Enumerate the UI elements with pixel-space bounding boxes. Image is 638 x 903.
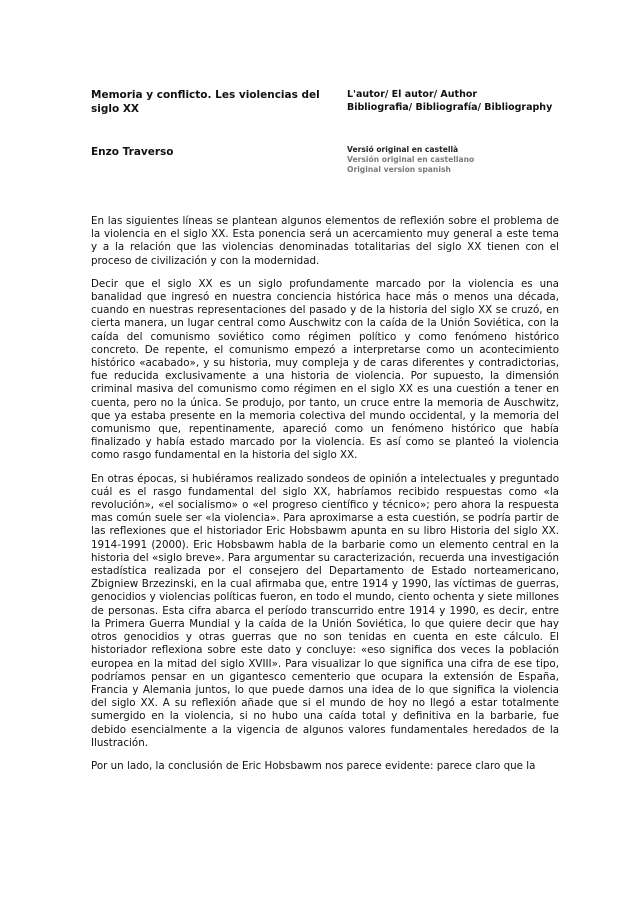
document-title: Memoria y conflicto. Les violencias del siglo XX <box>91 89 320 115</box>
header-right-column <box>347 88 567 174</box>
version-note <box>347 145 474 175</box>
header-left-column <box>91 88 333 158</box>
author-name: Enzo Traverso <box>91 146 174 158</box>
version-english: Original version spanish <box>347 165 451 174</box>
paragraph: En las siguientes líneas se plantean algunos elementos de reflexión sobre el problema de la violencia en el siglo XX. Esta ponencia será un acercamiento muy general a este tema y a la relación que las violencias denominadas totalitarias del siglo XX tienen con el proceso de civilización y con la modernidad. <box>91 215 559 267</box>
author-label: L'autor/ El autor/ Author <box>347 89 478 100</box>
paragraph: Decir que el siglo XX es un siglo profundamente marcado por la violencia es una banalidad que ingresó en nuestra conciencia histórica hace más o menos una década, cuando en nuestras representaciones del pasado y de la historia del siglo XX se cruzó, en cierta manera, un lugar central como Auschwitz con la caída de la Unión Soviética, con la caída del comunismo soviético como régimen político y como fenómeno histórico concreto. De repente, el comunismo empezó a interpretarse como un acontecimiento histórico «acabado», y su historia, muy compleja y de caras diferentes y contradictorias, fue reducida exclusivamente a una historia de violencia. Por supuesto, la dimensión criminal masiva del comunismo como régimen en el siglo XX es una cuestión a tener en cuenta, pero no la única. Se produjo, por tanto, un cruce entre la memoria de Auschwitz, que ya estaba presente en la memoria colectiva del mundo occidental, y la memoria del comunismo que, repentinamente, apareció como un fenómeno histórico que había finalizado y había estado marcado por la violencia. Es así como se planteó la violencia como rasgo fundamental en la historia del siglo XX. <box>91 277 559 462</box>
document-header <box>91 88 559 178</box>
article-body <box>91 215 559 783</box>
paragraph: En otras épocas, si hubiéramos realizado sondeos de opinión a intelectuales y preguntado cuál es el rasgo fundamental del siglo XX, habríamos recibido respuestas como «la revolución», «el socialismo» o «el progreso científico y técnico»; pero ahora la respuesta mas común suele ser «la violencia». Para aproximarse a esta cuestión, se podría partir de las reflexiones que el historiador Eric Hobsbawm apunta en su libro Historia del siglo XX. 1914-1991 (2000). Eric Hobsbawm habla de la barbarie como un elemento central en la historia del «siglo breve». Para argumentar su caracterización, recuerda una investigación estadística realizada por el consejero del Departamento de Estado norteamericano, Zbigniew Brzezinski, en la cual afirmaba que, entre 1914 y 1990, las víctimas de guerras, genocidios y violencias políticas fueron, en todo el mundo, ciento ochenta y siete millones de personas. Esta cifra abarca el período transcurrido entre 1914 y 1990, es decir, entre la Primera Guerra Mundial y la caída de la Unión Soviética, lo que quiere decir que hay otros genocidios y otras guerras que no son tenidas en cuenta en este cálculo. El historiador reflexiona sobre este dato y concluye: «eso significa dos veces la población europea en la mitad del siglo XVIII». Para visualizar lo que significa una cifra de ese tipo, podríamos pensar en un gigantesco cementerio que ocupara la extensión de España, Francia y Alemania juntos, lo que puede darnos una idea de lo que significa la violencia del siglo XX. A su reflexión añade que si el mundo de hoy no llegó a estar totalmente sumergido en la violencia, si no hubo una caída total y definitiva en la barbarie, fue debido esencialmente a la vigencia de algunos valores fundamentales heredados de la Ilustración. <box>91 472 559 749</box>
version-catalan: Versió original en castellà <box>347 145 459 154</box>
version-spanish: Versión original en castellano <box>347 155 475 164</box>
bibliography-label: Bibliografia/ Bibliografía/ Bibliography <box>347 102 553 113</box>
paragraph: Por un lado, la conclusión de Eric Hobsbawm nos parece evidente: parece claro que la <box>91 759 536 772</box>
